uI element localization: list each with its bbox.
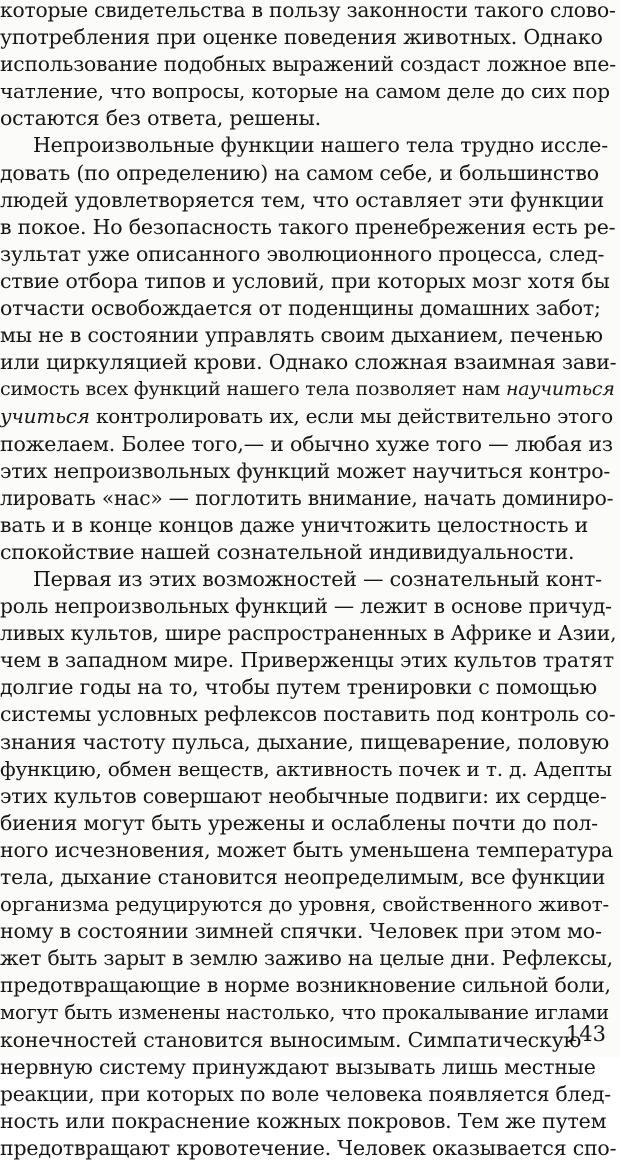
text-line: жет быть зарыт в землю заживо на целые дни. Рефлексы, (0, 946, 613, 971)
text-line: мы не в состоянии управлять своим дыханием, печенью (0, 323, 603, 348)
text-line: ность или покраснение кожных покровов. Тем же путем (0, 1108, 607, 1133)
text-line: предотвращающие в норме возникновение сильной боли, (0, 973, 611, 998)
text-line: ливых культов, шире распространенных в Африке и Азии, (0, 621, 616, 646)
text-line (0, 403, 616, 430)
text-line: людей удовлетворяется тем, что оставляет эти функции (0, 187, 604, 212)
text-line: функцию, обмен веществ, активность почек и т. д. Адепты (0, 756, 612, 781)
text-line: употребления при оценке поведения животных. Однако (0, 25, 603, 50)
text-line: тела, дыхание становится неопределимым, все функции (0, 865, 606, 889)
text-line: биения могут быть урежены и ослаблены почти до пол- (0, 810, 598, 835)
text-line: пожелаем. Более того,— и обычно хуже того — любая из (0, 431, 613, 456)
text-line: могут быть изменены настолько, что прокалывание иглами (0, 1001, 609, 1025)
page-number: 143 (565, 1022, 606, 1046)
text-line: отчасти освобождается от поденщины домашних забот; (0, 296, 601, 321)
text-line: использование подобных выражений создаст ложное впе- (0, 52, 616, 77)
paragraph-start-line: Непроизвольные функции нашего тела трудно иссле- (33, 133, 608, 158)
text-line: ствие отбора типов и условий, при которых мозг хотя бы (0, 268, 610, 293)
text-line: знания частоту пульса, дыхание, пищеварение, половую (0, 729, 610, 754)
text-line: ного исчезновения, может быть уменьшена температура (0, 837, 614, 862)
text-line: чем в западном мире. Приверженцы этих культов тратят (0, 648, 614, 673)
text-line: вать и в конце концов даже уничтожить целостность и (0, 512, 589, 537)
text-line: этих культов совершают необычные подвиги: их сердце- (0, 783, 607, 808)
emphasis-text: научиться (505, 378, 615, 401)
emphasis-text: учиться (0, 404, 90, 429)
text-line: довать (по определению) на самом себе, и большинство (0, 160, 599, 185)
text-line: конечностей становится выносимым. Симпатическую (0, 1027, 582, 1052)
paragraph-start-line: Первая из этих возможностей — сознательный конт- (33, 566, 602, 591)
text-line: ному в состоянии зимней спячки. Человек при этом мо- (0, 919, 602, 944)
text-line: которые свидетельства в пользу законности такого слово- (0, 0, 616, 22)
text-line: реакции, при которых по воле человека появляется блед- (0, 1081, 611, 1106)
text-line: нервную систему принуждают вызывать лишь местные (0, 1054, 596, 1079)
text-line: лировать «нас» — поглотить внимание, начать доминиро- (0, 485, 614, 510)
text-line: долгие годы на то, чтобы путем тренировки с помощью (0, 675, 597, 700)
text-line: системы условных рефлексов поставить под контроль со- (0, 702, 616, 727)
text-line: роль непроизвольных функций — лежит в основе причуд- (0, 594, 612, 619)
text-line: предотвращают кровотечение. Человек оказывается спо- (0, 1135, 616, 1160)
text-line: чатление, что вопросы, которые на самом деле до сих пор (0, 79, 610, 104)
text-line: организма редуцируются до уровня, свойственного живот- (0, 893, 610, 917)
text-line: зультат уже описанного эволюционного процесса, след- (0, 241, 605, 266)
text-line: остаются без ответа, решены. (0, 106, 321, 131)
text-line: спокойствие нашей сознательной индивидуальности. (0, 539, 575, 564)
text-line-with-emphasis (0, 376, 616, 403)
text-segment: контролировать их, если мы действительно этого (89, 404, 613, 429)
text-segment: симость всех функций нашего тела позволяет нам (0, 378, 506, 401)
text-line: или циркуляцией крови. Однако сложная взаимная зави- (0, 350, 616, 375)
text-line: этих непроизвольных функций может научиться контро- (0, 458, 611, 483)
text-line: в покое. Но безопасность такого пренебрежения есть ре- (0, 214, 616, 239)
